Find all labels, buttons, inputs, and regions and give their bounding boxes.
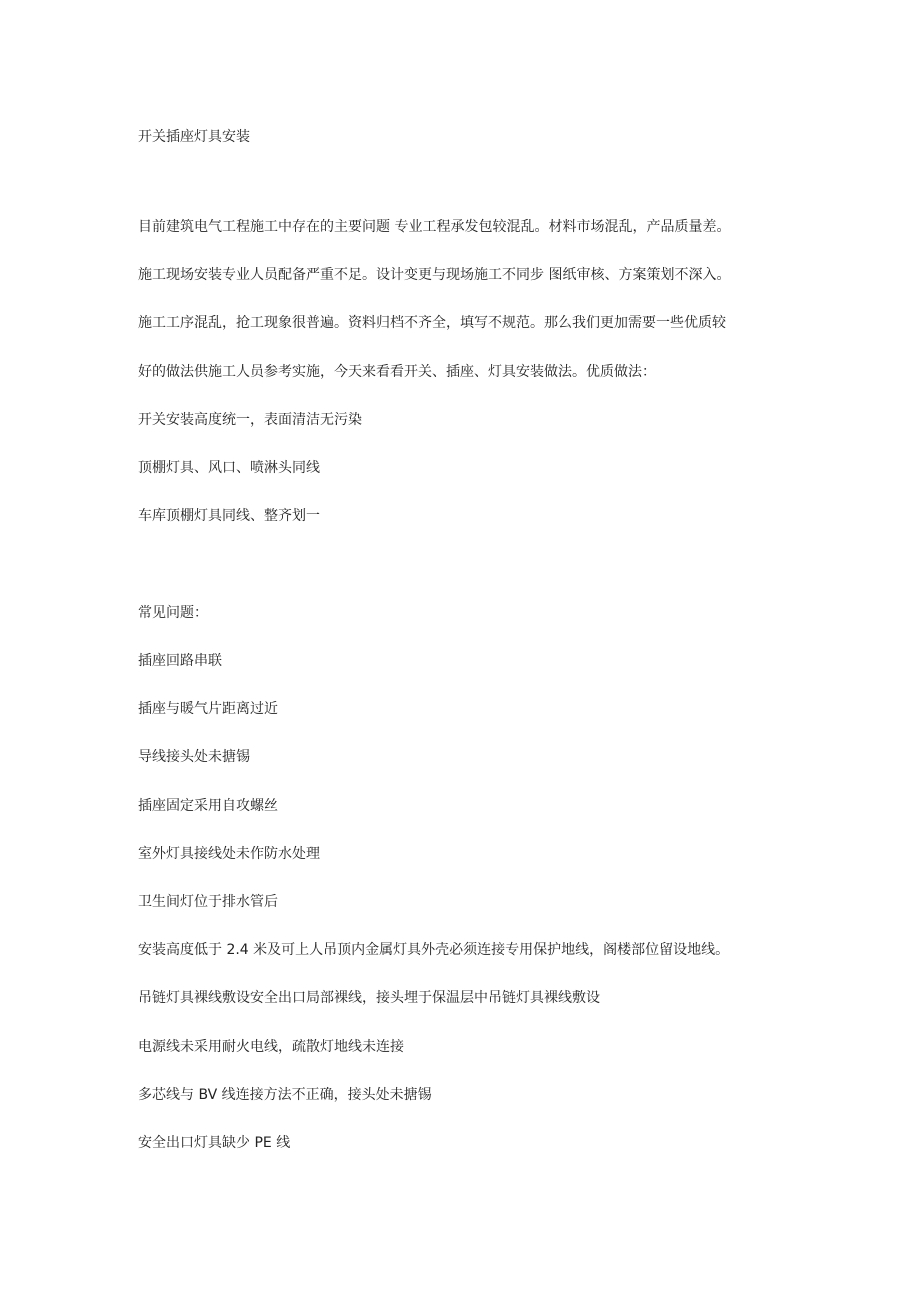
good-practice-item: 顶棚灯具、风口、喷淋头同线 — [138, 460, 320, 476]
problems-heading: 常见问题： — [138, 605, 208, 621]
problem-item: 室外灯具接线处未作防水处理 — [138, 846, 320, 862]
problem-item: 导线接头处未搪锡 — [138, 749, 250, 765]
intro-line-3: 施工工序混乱，抢工现象很普遍。资料归档不齐全，填写不规范。那么我们更加需要一些优质较 — [138, 315, 726, 331]
problem-item: 安全出口灯具缺少 PE 线 — [138, 1135, 291, 1151]
intro-line-2: 施工现场安装专业人员配备严重不足。设计变更与现场施工不同步 图纸审核、方案策划不深入。 — [138, 267, 731, 283]
problem-item: 吊链灯具裸线敷设安全出口局部裸线，接头埋于保温层中吊链灯具裸线敷设 — [138, 990, 600, 1006]
problem-item: 插座与暖气片距离过近 — [138, 701, 278, 717]
document-title: 开关插座灯具安装 — [138, 129, 250, 145]
problem-item: 卫生间灯位于排水管后 — [138, 894, 278, 910]
problem-item: 安装高度低于 2.4 米及可上人吊顶内金属灯具外壳必须连接专用保护地线，阁楼部位留设地线。 — [138, 942, 730, 958]
problem-item: 插座固定采用自攻螺丝 — [138, 798, 278, 814]
good-practice-item: 车库顶棚灯具同线、整齐划一 — [138, 508, 320, 524]
problem-item: 插座回路串联 — [138, 653, 222, 669]
intro-line-4: 好的做法供施工人员参考实施，今天来看看开关、插座、灯具安装做法。优质做法： — [138, 364, 656, 380]
problem-item: 多芯线与 BV 线连接方法不正确，接头处未搪锡 — [138, 1087, 432, 1103]
good-practice-item: 开关安装高度统一，表面清洁无污染 — [138, 412, 362, 428]
intro-line-1: 目前建筑电气工程施工中存在的主要问题 专业工程承发包较混乱。材料市场混乱，产品质量差。 — [138, 219, 731, 235]
problem-item: 电源线未采用耐火电线，疏散灯地线未连接 — [138, 1039, 404, 1055]
